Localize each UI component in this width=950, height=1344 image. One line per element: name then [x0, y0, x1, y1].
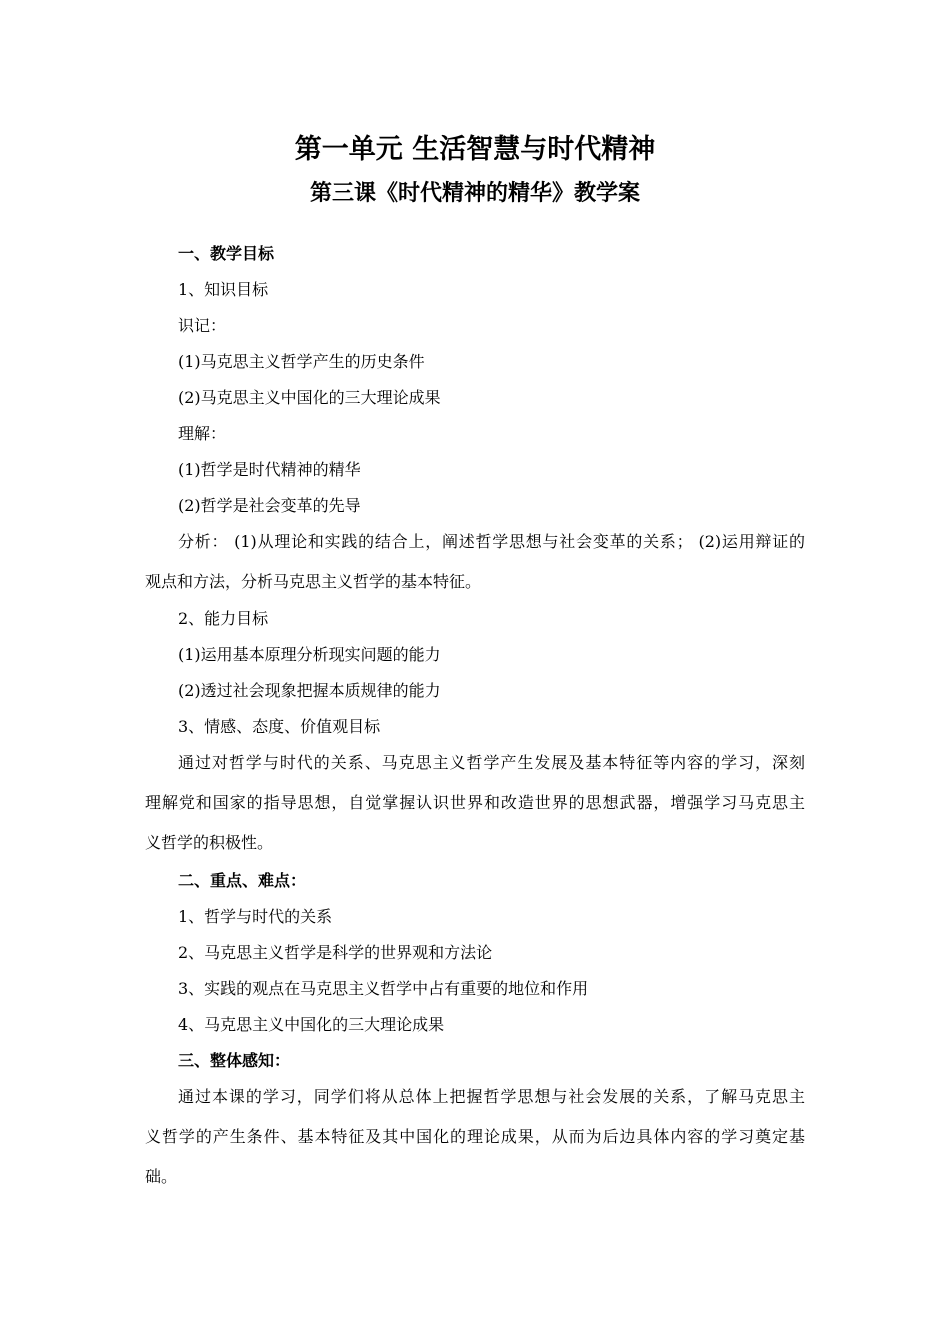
- overview-line-1: 通过本课的学习，同学们将从总体上把握哲学思想与社会发展的关系，了解马克思主: [178, 1087, 805, 1106]
- emotion-objective-title: 3、情感、态度、价值观目标: [178, 717, 381, 736]
- document-title: 第一单元 生活智慧与时代精神: [294, 134, 656, 165]
- analysis-line-2: 观点和方法，分析马克思主义哲学的基本特征。: [145, 572, 482, 591]
- section-heading-key-points: 二、重点、难点：: [178, 871, 307, 890]
- overview-line-2: 义哲学的产生条件、基本特征及其中国化的理论成果，从而为后边具体内容的学习奠定基: [145, 1127, 805, 1146]
- key-point-1: 1、哲学与时代的关系: [178, 907, 333, 926]
- overview-line-3: 础。: [145, 1167, 178, 1186]
- section-heading-objectives: 一、教学目标: [178, 244, 275, 263]
- understand-item-2: (2)哲学是社会变革的先导: [178, 496, 361, 515]
- ability-objective-title: 2、能力目标: [178, 609, 269, 628]
- emotion-paragraph-line-1: 通过对哲学与时代的关系、马克思主义哲学产生发展及基本特征等内容的学习，深刻: [178, 753, 805, 772]
- memorize-item-2: (2)马克思主义中国化的三大理论成果: [178, 388, 441, 407]
- document-subtitle: 第三课《时代精神的精华》教学案: [309, 180, 640, 206]
- key-point-4: 4、马克思主义中国化的三大理论成果: [178, 1015, 445, 1034]
- memorize-item-1: (1)马克思主义哲学产生的历史条件: [178, 352, 425, 371]
- ability-item-1: (1)运用基本原理分析现实问题的能力: [178, 645, 441, 664]
- emotion-paragraph-line-2: 理解党和国家的指导思想，自觉掌握认识世界和改造世界的思想武器，增强学习马克思主: [145, 793, 805, 812]
- knowledge-objective-title: 1、知识目标: [178, 280, 269, 299]
- memorize-label: 识记：: [178, 316, 227, 335]
- emotion-paragraph-line-3: 义哲学的积极性。: [145, 833, 274, 852]
- analysis-line-1: 分析： (1)从理论和实践的结合上，阐述哲学思想与社会变革的关系； (2)运用辩证的: [178, 532, 805, 551]
- key-point-2: 2、马克思主义哲学是科学的世界观和方法论: [178, 943, 493, 962]
- key-point-3: 3、实践的观点在马克思主义哲学中占有重要的地位和作用: [178, 979, 589, 998]
- section-heading-overview: 三、整体感知：: [178, 1051, 291, 1070]
- understand-label: 理解：: [178, 424, 227, 443]
- ability-item-2: (2)透过社会现象把握本质规律的能力: [178, 681, 441, 700]
- understand-item-1: (1)哲学是时代精神的精华: [178, 460, 361, 479]
